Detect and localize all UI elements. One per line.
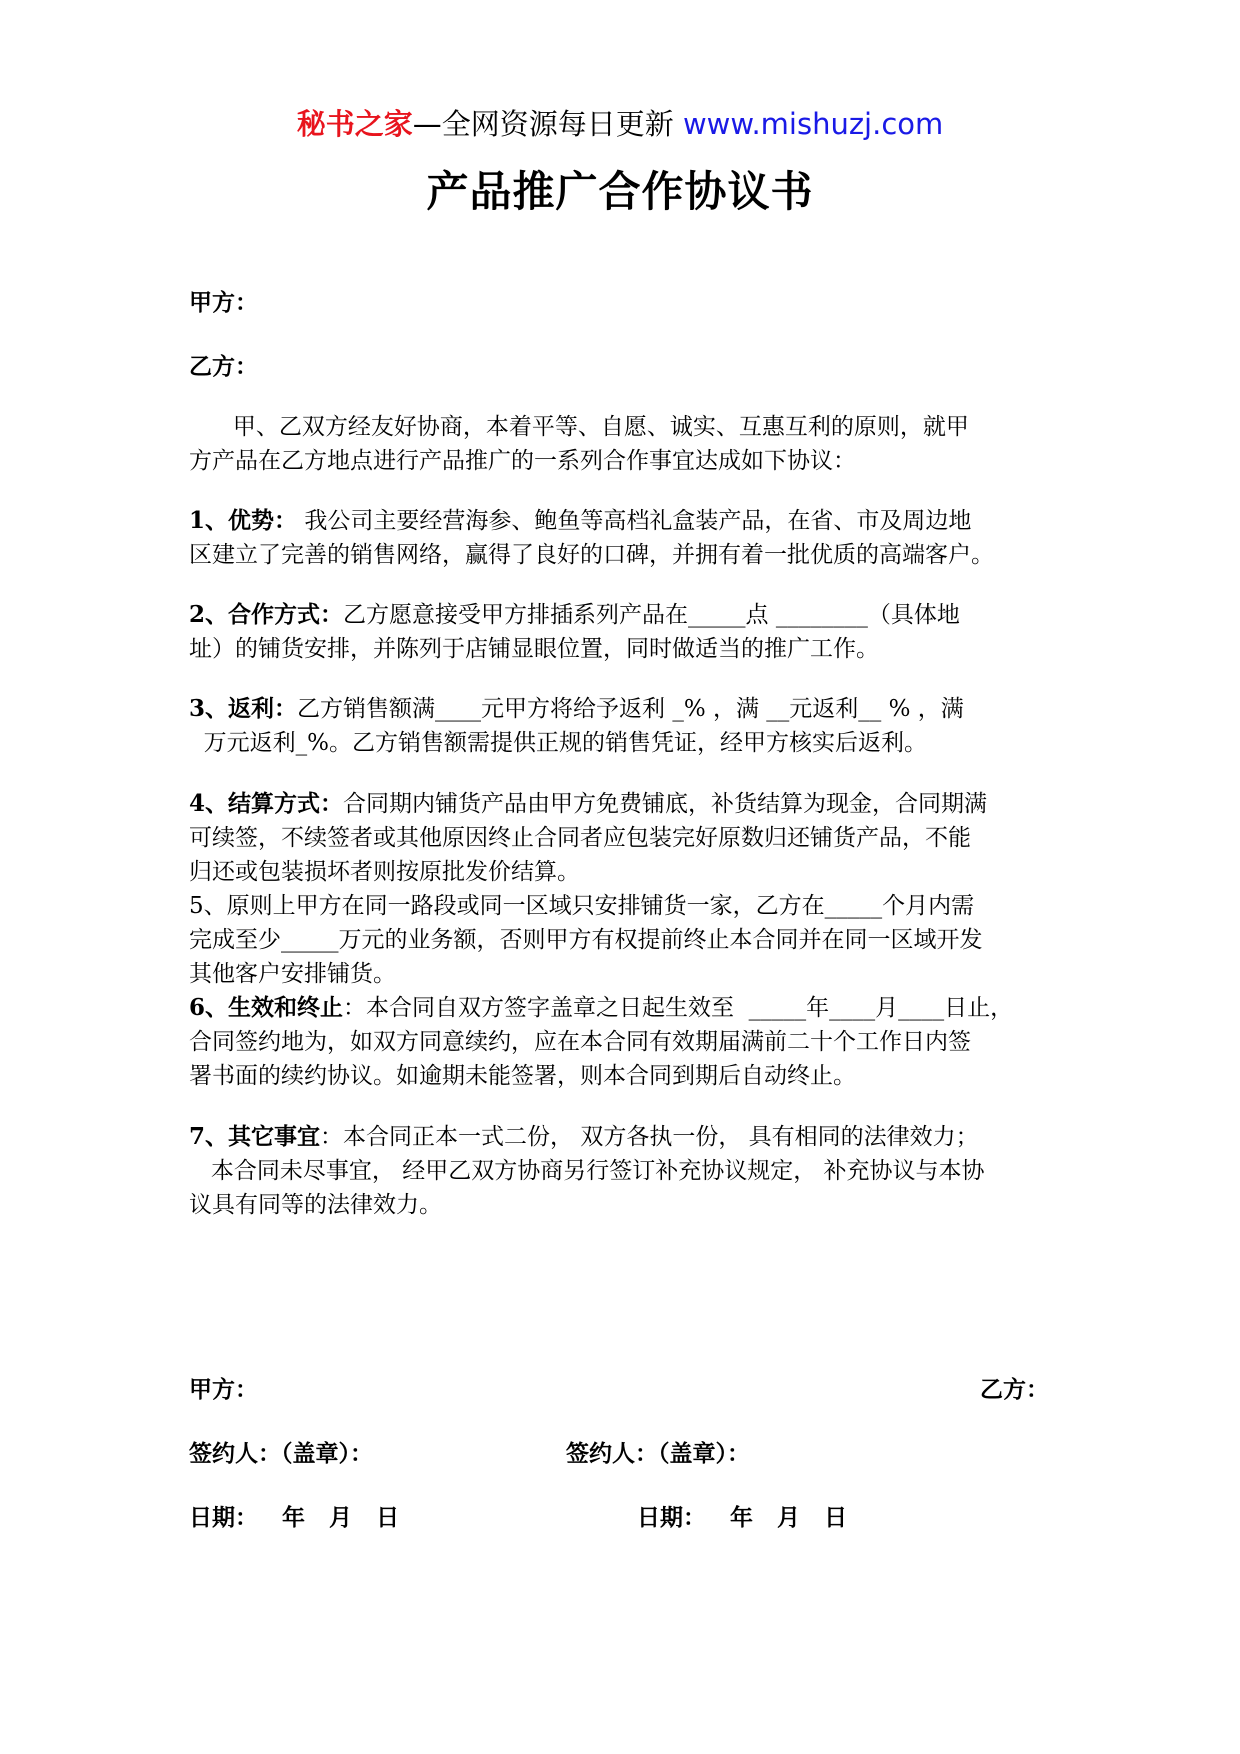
party-a-label: 甲方： [189,289,258,316]
slogan: —全网资源每日更新 [412,107,683,141]
clause-5-line-3: 其他客户安排铺货。 [189,961,396,987]
signature-party-b: 乙方： [980,1376,1049,1403]
party-b-label: 乙方： [189,353,258,380]
clause-2-line-1 [189,598,960,632]
clause-3-line-1 [189,692,964,726]
date-a-label: 日期： 年 月 日 [189,1504,400,1531]
clause-6-line-2: 合同签约地为，如双方同意续约，应在本合同有效期届满前二十个工作日内签 [189,1029,971,1055]
clause-1-label: 1、优势： [189,507,298,534]
clause-2-label: 2、合作方式： [189,601,344,628]
intro-line-2: 方产品在乙方地点进行产品推广的一系列合作事宜达成如下协议： [189,448,856,474]
signature-party-a: 甲方： [189,1376,258,1403]
clause-3-label: 3、返利： [189,695,298,722]
intro-line-1: 甲、乙双方经友好协商，本着平等、自愿、诚实、互惠互利的原则，就甲 [189,414,969,440]
clause-6-line-3: 署书面的续约协议。如逾期未能签署，则本合同到期后自动终止。 [189,1063,856,1089]
brand-name: 秘书之家 [296,107,413,141]
signer-b-label: 签约人：（盖章）： [566,1440,750,1467]
clause-3-text: 乙方销售额满____元甲方将给予返利 _% ，满 __元返利__ % ，满 [297,696,964,722]
clause-7-line-3: 议具有同等的法律效力。 [189,1192,442,1218]
clause-2-line-2: 址）的铺货安排，并陈列于店铺显眼位置，同时做适当的推广工作。 [189,636,879,662]
clause-1-line-2: 区建立了完善的销售网络，赢得了良好的口碑，并拥有着一批优质的高端客户。 [189,542,994,568]
clause-7-text: ：本合同正本一式二份， 双方各执一份， 具有相同的法律效力； [320,1124,979,1150]
date-b-label: 日期： 年 月 日 [637,1504,848,1531]
clause-6-line-1 [189,991,1013,1025]
clause-4-line-3: 归还或包装损坏者则按原批发价结算。 [189,859,580,885]
clause-4-label: 4、结算方式： [189,790,344,817]
clause-4-line-2: 可续签，不续签者或其他原因终止合同者应包装完好原数归还铺货产品，不能 [189,825,971,851]
clause-7-label: 7、其它事宜 [189,1123,321,1150]
site-url[interactable]: www.mishuzj.com [682,107,944,141]
document-title: 产品推广合作协议书 [426,167,814,216]
clause-7-line-2: 本合同未尽事宜， 经甲乙双方协商另行签订补充协议规定， 补充协议与本协 [189,1158,985,1184]
clause-1-text: 我公司主要经营海参、鲍鱼等高档礼盒装产品，在省、市及周边地 [297,508,972,534]
clause-6-label: 6、生效和终止 [189,994,344,1021]
clause-1-line-1 [189,504,971,538]
clause-6-text: ：本合同自双方签字盖章之日起生效至 _____年____月____日止， [343,995,1014,1021]
clause-3-line-2: 万元返利_%。乙方销售额需提供正规的销售凭证，经甲方核实后返利。 [189,730,927,756]
clause-5-line-2: 完成至少_____万元的业务额，否则甲方有权提前终止本合同并在同一区域开发 [189,927,983,953]
clause-4-line-1 [189,787,987,821]
clause-7-line-1 [189,1120,979,1154]
clause-5-line-1: 5、原则上甲方在同一路段或同一区域只安排铺货一家，乙方在_____个月内需 [189,893,975,919]
site-header [0,104,1240,144]
clause-4-text: 合同期内铺货产品由甲方免费铺底，补货结算为现金，合同期满 [343,791,988,817]
clause-2-text: 乙方愿意接受甲方排插系列产品在_____点 ________（具体地 [343,602,960,628]
signer-a-label: 签约人：（盖章）： [189,1440,373,1467]
